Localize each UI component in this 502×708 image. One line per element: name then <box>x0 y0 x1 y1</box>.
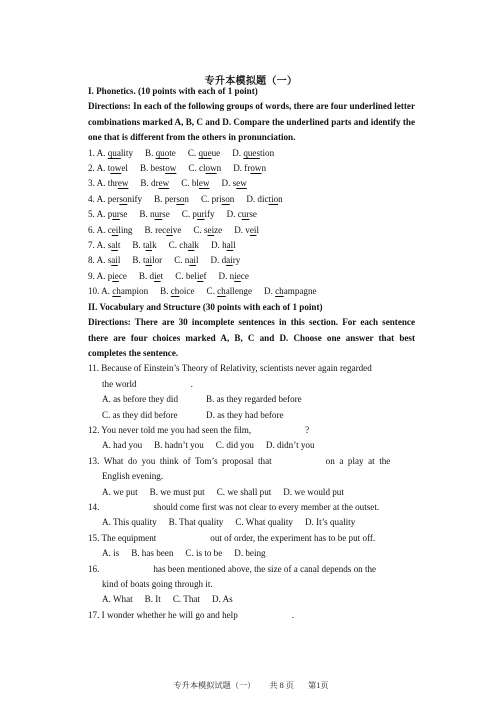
q12-stem: 12. You never told me you had seen the film, ? <box>88 424 310 435</box>
underlined-letters: ques <box>243 147 260 158</box>
phonetics-option: D. veil <box>234 224 259 235</box>
phonetics-option: A. champion <box>101 286 149 297</box>
underlined-letters: al <box>226 240 234 251</box>
underlined-letters: quo <box>155 147 170 158</box>
phonetics-option: C. blew <box>181 178 210 189</box>
section2-directions: Directions: There are 30 incomplete sentences in this section. For each sentence there are four choices marked A, B, C and D. Choose one answer that best completes the sentence. <box>88 317 415 358</box>
phonetics-option: D. question <box>232 147 275 158</box>
phonetics-item <box>88 146 415 161</box>
underlined-letters: ei <box>207 224 215 235</box>
item-number: 10. <box>88 286 102 297</box>
section1-directions: Directions: In each of the following groups of words, there are four underlined letter combinations marked A, B, C and D. Compare the underlined parts and identify the one that is different from the others in pronunciation. <box>88 101 415 143</box>
q16-stem: 16. has been mentioned above, the size of a canal depends on the <box>88 563 377 574</box>
phonetics-option: D. diction <box>246 193 283 204</box>
phonetics-option: B. nurse <box>139 209 170 220</box>
underlined-letters: ai <box>189 255 196 266</box>
q13-options: A. we put B. we must put C. we shall put D. we would put <box>102 486 344 497</box>
underlined-letters: ch <box>217 286 226 297</box>
footer-title: 专升本模拟试题（一） <box>173 681 256 690</box>
underlined-letters: ur <box>112 209 120 220</box>
underlined-letters: ai <box>111 255 118 266</box>
footer-total-pages: 共 8 页 <box>269 681 294 690</box>
phonetics-option: A. threw <box>96 178 129 189</box>
phonetics-option: B. talk <box>132 240 157 251</box>
underlined-letters: al <box>111 240 118 251</box>
underlined-letters: que <box>198 147 212 158</box>
section2-heading: II. Vocabulary and Structure (30 points with each of 1 point) <box>88 301 323 312</box>
phonetics-option: C. prison <box>200 193 235 204</box>
underlined-letters: ur <box>196 209 205 220</box>
phonetics-option: C. seize <box>193 224 223 235</box>
underlined-letters: so <box>119 193 128 204</box>
phonetics-option: C. queue <box>187 147 221 158</box>
phonetics-option: C. purify <box>181 209 215 220</box>
question-15 <box>88 531 415 562</box>
phonetics-option: B. quote <box>145 147 176 158</box>
exam-content <box>88 84 415 623</box>
question-17 <box>88 608 415 623</box>
q11-stem: 11. Because of Einstein’s Theory of Relativity, scientists never again regarded <box>88 363 372 374</box>
underlined-letters: ie <box>154 270 161 281</box>
q11-options-cd: C. as they did before D. as they had before <box>102 409 284 420</box>
item-number: 5. <box>88 209 97 220</box>
underlined-letters: al <box>145 240 153 251</box>
phonetics-option: B. diet <box>138 270 164 281</box>
item-number: 8. <box>88 255 97 266</box>
item-number: 9. <box>88 270 97 281</box>
phonetics-option: C. clown <box>188 163 222 174</box>
item-number: 6. <box>88 224 97 235</box>
phonetics-option: B. bestow <box>139 163 177 174</box>
phonetics-item <box>88 207 415 222</box>
q16-options: A. What B. It C. That D. As <box>102 594 233 605</box>
underlined-letters: ie <box>234 270 241 281</box>
phonetics-option: D. dairy <box>210 255 241 266</box>
phonetics-option: A. sail <box>96 255 121 266</box>
underlined-letters: ch <box>170 286 180 297</box>
phonetics-option: D. frown <box>233 163 267 174</box>
phonetics-option: D. sew <box>221 178 247 189</box>
phonetics-option: C. belief <box>175 270 207 281</box>
question-12 <box>88 423 415 454</box>
underlined-letters: ai <box>226 255 233 266</box>
item-number: 1. <box>88 147 97 158</box>
question-11 <box>88 361 415 423</box>
underlined-letters: ei <box>111 224 119 235</box>
page-title: 专升本模拟题（一） <box>204 76 298 87</box>
phonetics-option: D. niece <box>218 270 249 281</box>
underlined-letters: ai <box>145 255 153 266</box>
underlined-letters: ur <box>241 209 250 220</box>
q16-cont: kind of boats going through it. <box>102 579 213 589</box>
question-14 <box>88 500 415 531</box>
underlined-letters: ew <box>117 178 129 189</box>
phonetics-item <box>88 223 415 238</box>
phonetics-option: D. curse <box>226 209 257 220</box>
q14-options: A. This quality B. That quality C. What quality D. It’s quality <box>102 517 356 528</box>
underlined-letters: ch <box>275 286 284 297</box>
phonetics-option: C. nail <box>174 255 199 266</box>
phonetics-option: D. champagne <box>264 286 317 297</box>
phonetics-option: D. hall <box>210 240 236 251</box>
underlined-letters: ow <box>110 163 122 174</box>
phonetics-option: B. drew <box>140 178 170 189</box>
underlined-letters: so <box>221 193 230 204</box>
q15-stem: 15. The equipment out of order, the experiment has to be put off. <box>88 532 376 543</box>
question-13 <box>88 454 415 500</box>
underlined-letters: ie <box>112 270 119 281</box>
page-footer <box>0 680 502 691</box>
phonetics-item <box>88 192 415 207</box>
underlined-letters: ew <box>198 178 210 189</box>
phonetics-option: C. challenge <box>206 286 252 297</box>
phonetics-option: A. towel <box>96 163 128 174</box>
q13-stem: 13. What do you think of Tom’s proposal that on a play at the <box>88 455 391 466</box>
underlined-letters: al <box>187 240 195 251</box>
q17-stem: 17. I wonder whether he will go and help . <box>88 609 295 620</box>
q11-cont: the world . <box>102 378 193 389</box>
q13-cont: English evening. <box>102 471 164 482</box>
section1-heading: I. Phonetics. (10 points with each of 1 point) <box>88 86 258 96</box>
phonetics-item <box>88 284 415 299</box>
phonetics-option: A. personify <box>96 193 143 204</box>
item-number: 7. <box>88 240 97 251</box>
phonetics-item <box>88 238 415 253</box>
phonetics-option: A. ceiling <box>96 224 133 235</box>
phonetics-option: B. receive <box>144 224 182 235</box>
phonetics-option: A. piece <box>96 270 127 281</box>
underlined-letters: ie <box>196 270 204 281</box>
underlined-letters: tio <box>268 193 279 204</box>
underlined-letters: so <box>176 193 185 204</box>
item-number: 4. <box>88 193 97 204</box>
phonetics-option: C. chalk <box>168 240 199 251</box>
phonetics-option: A. purse <box>96 209 128 220</box>
phonetics-option: A. salt <box>96 240 121 251</box>
underlined-letters: qua <box>107 147 121 158</box>
underlined-letters: ew <box>236 178 247 189</box>
phonetics-option: B. person <box>154 193 189 204</box>
phonetics-option: B. tailor <box>132 255 163 266</box>
underlined-letters: ew <box>158 178 170 189</box>
item-number: 2. <box>88 163 97 174</box>
phonetics-item <box>88 269 415 284</box>
q15-options: A. is B. has been C. is to be D. being <box>102 548 266 559</box>
phonetics-item <box>88 253 415 268</box>
underlined-letters: ur <box>154 209 163 220</box>
phonetics-option: B. choice <box>160 286 195 297</box>
underlined-letters: ow <box>205 163 217 174</box>
phonetics-item <box>88 176 415 191</box>
q14-stem: 14. should come first was not clear to every member at the outset. <box>88 501 380 512</box>
question-16 <box>88 562 415 608</box>
phonetics-list <box>88 146 415 300</box>
footer-page-number: 第1页 <box>308 681 329 690</box>
underlined-letters: ei <box>249 224 257 235</box>
underlined-letters: ow <box>165 163 177 174</box>
underlined-letters: ei <box>166 224 173 235</box>
underlined-letters: ch <box>112 286 121 297</box>
q11-options-ab: A. as before they did B. as they regarded before <box>102 394 302 405</box>
underlined-letters: ow <box>250 163 262 174</box>
q12-options: A. had you B. hadn’t you C. did you D. didn’t you <box>102 440 315 451</box>
phonetics-option: A. quality <box>96 147 133 158</box>
item-number: 3. <box>88 178 97 189</box>
phonetics-item <box>88 161 415 176</box>
